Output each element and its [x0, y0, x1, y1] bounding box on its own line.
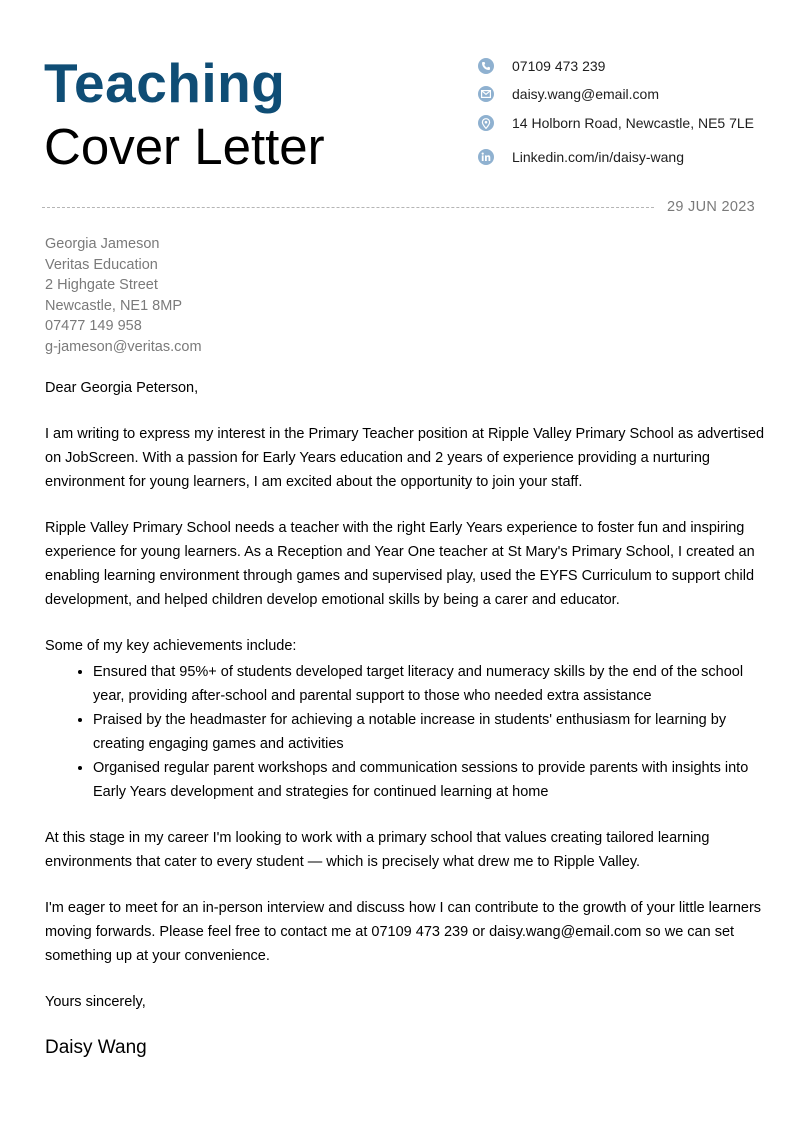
recipient-address-block	[45, 234, 202, 357]
achievement-item: • Praised by the headmaster for achieving a notable increase in students' enthusiasm for learning by creating engaging games and activities	[93, 708, 765, 756]
achievements-list	[45, 660, 765, 804]
closing: Yours sincerely,	[45, 994, 146, 1010]
dashed-divider	[42, 207, 654, 208]
achievements-intro: Some of my key achievements include:	[45, 638, 297, 654]
contact-email-text: daisy.wang@email.com	[512, 86, 660, 102]
phone-icon	[478, 58, 494, 74]
contact-phone	[478, 58, 605, 74]
contact-phone-text: 07109 473 239	[512, 58, 606, 74]
achievement-item: • Organised regular parent workshops and communication sessions to provide parents with insights into Early Years development and strategies for continued learning at home	[93, 756, 765, 804]
signature-name: Daisy Wang	[45, 1037, 147, 1058]
email-icon	[478, 86, 494, 102]
contact-email	[478, 86, 659, 102]
recipient-name: Georgia Jameson	[45, 236, 160, 252]
linkedin-icon	[478, 149, 494, 165]
location-icon	[478, 115, 494, 131]
contact-linkedin	[478, 149, 684, 165]
contact-linkedin-text: Linkedin.com/in/daisy-wang	[512, 149, 684, 165]
recipient-city: Newcastle, NE1 8MP	[45, 297, 182, 314]
paragraph-experience: Ripple Valley Primary School needs a teacher with the right Early Years experience to foster fun and inspiring experience for young learners. As a Reception and Year One teacher at St Mary's Primary School, I created an enabling learning environment through games and supervised play, used the EYFS Curriculum to support child development, and helped children develop emotional skills by being a carer and educator.	[45, 520, 755, 608]
recipient-company: Veritas Education	[45, 256, 158, 273]
contact-address	[478, 115, 754, 131]
recipient-street: 2 Highgate Street	[45, 277, 158, 293]
achievement-item: • Ensured that 95%+ of students developed target literacy and numeracy skills by the end of the school year, providing after-school and parental support to those who needed extra assistance	[93, 660, 765, 708]
recipient-phone: 07477 149 958	[45, 318, 142, 334]
salutation: Dear Georgia Peterson,	[45, 380, 199, 396]
recipient-email: g-jameson@veritas.com	[45, 338, 202, 355]
paragraph-call-to-action: I'm eager to meet for an in-person interview and discuss how I can contribute to the growth of your little learners moving forwards. Please feel free to contact me at 07109 473 239 or daisy.wang@email.com so we can set something up at your convenience.	[45, 900, 762, 964]
contact-address-text: 14 Holborn Road, Newcastle, NE5 7LE	[512, 115, 755, 131]
title-line-1: Teaching	[44, 52, 286, 114]
letter-date: 29 JUN 2023	[667, 199, 755, 215]
paragraph-intro: I am writing to express my interest in the Primary Teacher position at Ripple Valley Primary School as advertised on JobScreen. With a passion for Early Years education and 2 years of experience providing a nurturing environment for young learners, I am excited about the opportunity to join your staff.	[45, 426, 765, 490]
letter-body	[45, 376, 765, 1060]
paragraph-motivation: At this stage in my career I'm looking to work with a primary school that values creating tailored learning environments that cater to every student — which is precisely what drew me to Ripple Valley.	[45, 830, 710, 870]
title-line-2: Cover Letter	[44, 118, 325, 175]
